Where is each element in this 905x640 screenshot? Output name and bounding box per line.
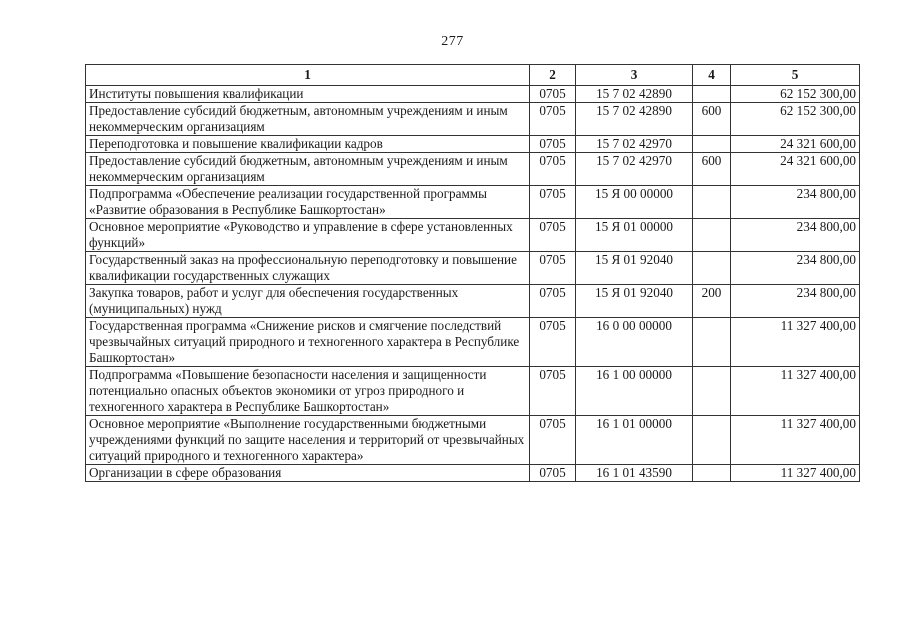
row-name: Институты повышения квалификации bbox=[86, 86, 530, 103]
row-section: 0705 bbox=[530, 416, 576, 465]
row-type bbox=[693, 186, 731, 219]
row-amount: 11 327 400,00 bbox=[731, 318, 860, 367]
row-amount: 62 152 300,00 bbox=[731, 103, 860, 136]
row-code: 15 Я 01 92040 bbox=[576, 285, 693, 318]
column-header-2: 2 bbox=[530, 65, 576, 86]
row-code: 15 7 02 42890 bbox=[576, 103, 693, 136]
table-row bbox=[86, 86, 860, 103]
row-type bbox=[693, 219, 731, 252]
row-section: 0705 bbox=[530, 318, 576, 367]
row-section: 0705 bbox=[530, 186, 576, 219]
row-name: Предоставление субсидий бюджетным, автономным учреждениям и иным некоммерческим организациям bbox=[86, 103, 530, 136]
row-name: Основное мероприятие «Руководство и управление в сфере установленных функций» bbox=[86, 219, 530, 252]
row-type: 600 bbox=[693, 153, 731, 186]
row-name: Подпрограмма «Обеспечение реализации государственной программы «Развитие образования в Республике Башкортостан» bbox=[86, 186, 530, 219]
row-type: 200 bbox=[693, 285, 731, 318]
row-section: 0705 bbox=[530, 103, 576, 136]
table-row bbox=[86, 153, 860, 186]
row-section: 0705 bbox=[530, 153, 576, 186]
row-type bbox=[693, 465, 731, 482]
row-section: 0705 bbox=[530, 367, 576, 416]
row-section: 0705 bbox=[530, 252, 576, 285]
row-name: Закупка товаров, работ и услуг для обеспечения государственных (муниципальных) нужд bbox=[86, 285, 530, 318]
row-type: 600 bbox=[693, 103, 731, 136]
row-amount: 24 321 600,00 bbox=[731, 136, 860, 153]
row-amount: 62 152 300,00 bbox=[731, 86, 860, 103]
table-row bbox=[86, 318, 860, 367]
row-name: Переподготовка и повышение квалификации кадров bbox=[86, 136, 530, 153]
row-amount: 234 800,00 bbox=[731, 285, 860, 318]
row-section: 0705 bbox=[530, 285, 576, 318]
row-name: Государственный заказ на профессиональную переподготовку и повышение квалификации государственных служащих bbox=[86, 252, 530, 285]
table-row bbox=[86, 186, 860, 219]
row-code: 15 Я 01 00000 bbox=[576, 219, 693, 252]
row-section: 0705 bbox=[530, 465, 576, 482]
row-code: 15 Я 00 00000 bbox=[576, 186, 693, 219]
row-name: Организации в сфере образования bbox=[86, 465, 530, 482]
column-header-1: 1 bbox=[86, 65, 530, 86]
budget-table bbox=[85, 64, 860, 482]
row-type bbox=[693, 367, 731, 416]
row-section: 0705 bbox=[530, 136, 576, 153]
table-row bbox=[86, 367, 860, 416]
row-code: 16 1 01 43590 bbox=[576, 465, 693, 482]
row-code: 15 7 02 42890 bbox=[576, 86, 693, 103]
row-code: 15 Я 01 92040 bbox=[576, 252, 693, 285]
row-code: 16 1 01 00000 bbox=[576, 416, 693, 465]
row-type bbox=[693, 318, 731, 367]
row-amount: 234 800,00 bbox=[731, 186, 860, 219]
row-name: Основное мероприятие «Выполнение государственными бюджетными учреждениями функций по защите населения и территорий от чрезвычайных ситуаций природного и техногенного характера» bbox=[86, 416, 530, 465]
row-type bbox=[693, 86, 731, 103]
row-code: 16 0 00 00000 bbox=[576, 318, 693, 367]
table-row bbox=[86, 136, 860, 153]
column-header-3: 3 bbox=[576, 65, 693, 86]
table-header-row bbox=[86, 65, 860, 86]
table-row bbox=[86, 416, 860, 465]
row-amount: 11 327 400,00 bbox=[731, 416, 860, 465]
row-amount: 11 327 400,00 bbox=[731, 367, 860, 416]
row-name: Государственная программа «Снижение рисков и смягчение последствий чрезвычайных ситуаций природного и техногенного характера в Республике Башкортостан» bbox=[86, 318, 530, 367]
row-type bbox=[693, 252, 731, 285]
row-amount: 11 327 400,00 bbox=[731, 465, 860, 482]
row-section: 0705 bbox=[530, 86, 576, 103]
table-row bbox=[86, 103, 860, 136]
table-row bbox=[86, 219, 860, 252]
table-row bbox=[86, 465, 860, 482]
row-amount: 24 321 600,00 bbox=[731, 153, 860, 186]
row-name: Предоставление субсидий бюджетным, автономным учреждениям и иным некоммерческим организациям bbox=[86, 153, 530, 186]
row-section: 0705 bbox=[530, 219, 576, 252]
row-amount: 234 800,00 bbox=[731, 252, 860, 285]
column-header-5: 5 bbox=[731, 65, 860, 86]
row-code: 16 1 00 00000 bbox=[576, 367, 693, 416]
column-header-4: 4 bbox=[693, 65, 731, 86]
row-amount: 234 800,00 bbox=[731, 219, 860, 252]
table-row bbox=[86, 252, 860, 285]
table-body bbox=[86, 86, 860, 482]
page-number: 277 bbox=[441, 34, 464, 49]
row-type bbox=[693, 136, 731, 153]
row-name: Подпрограмма «Повышение безопасности населения и защищенности потенциально опасных объектов экономики от угроз природного и техногенного характера в Республике Башкортостан» bbox=[86, 367, 530, 416]
row-code: 15 7 02 42970 bbox=[576, 153, 693, 186]
table-row bbox=[86, 285, 860, 318]
row-type bbox=[693, 416, 731, 465]
row-code: 15 7 02 42970 bbox=[576, 136, 693, 153]
